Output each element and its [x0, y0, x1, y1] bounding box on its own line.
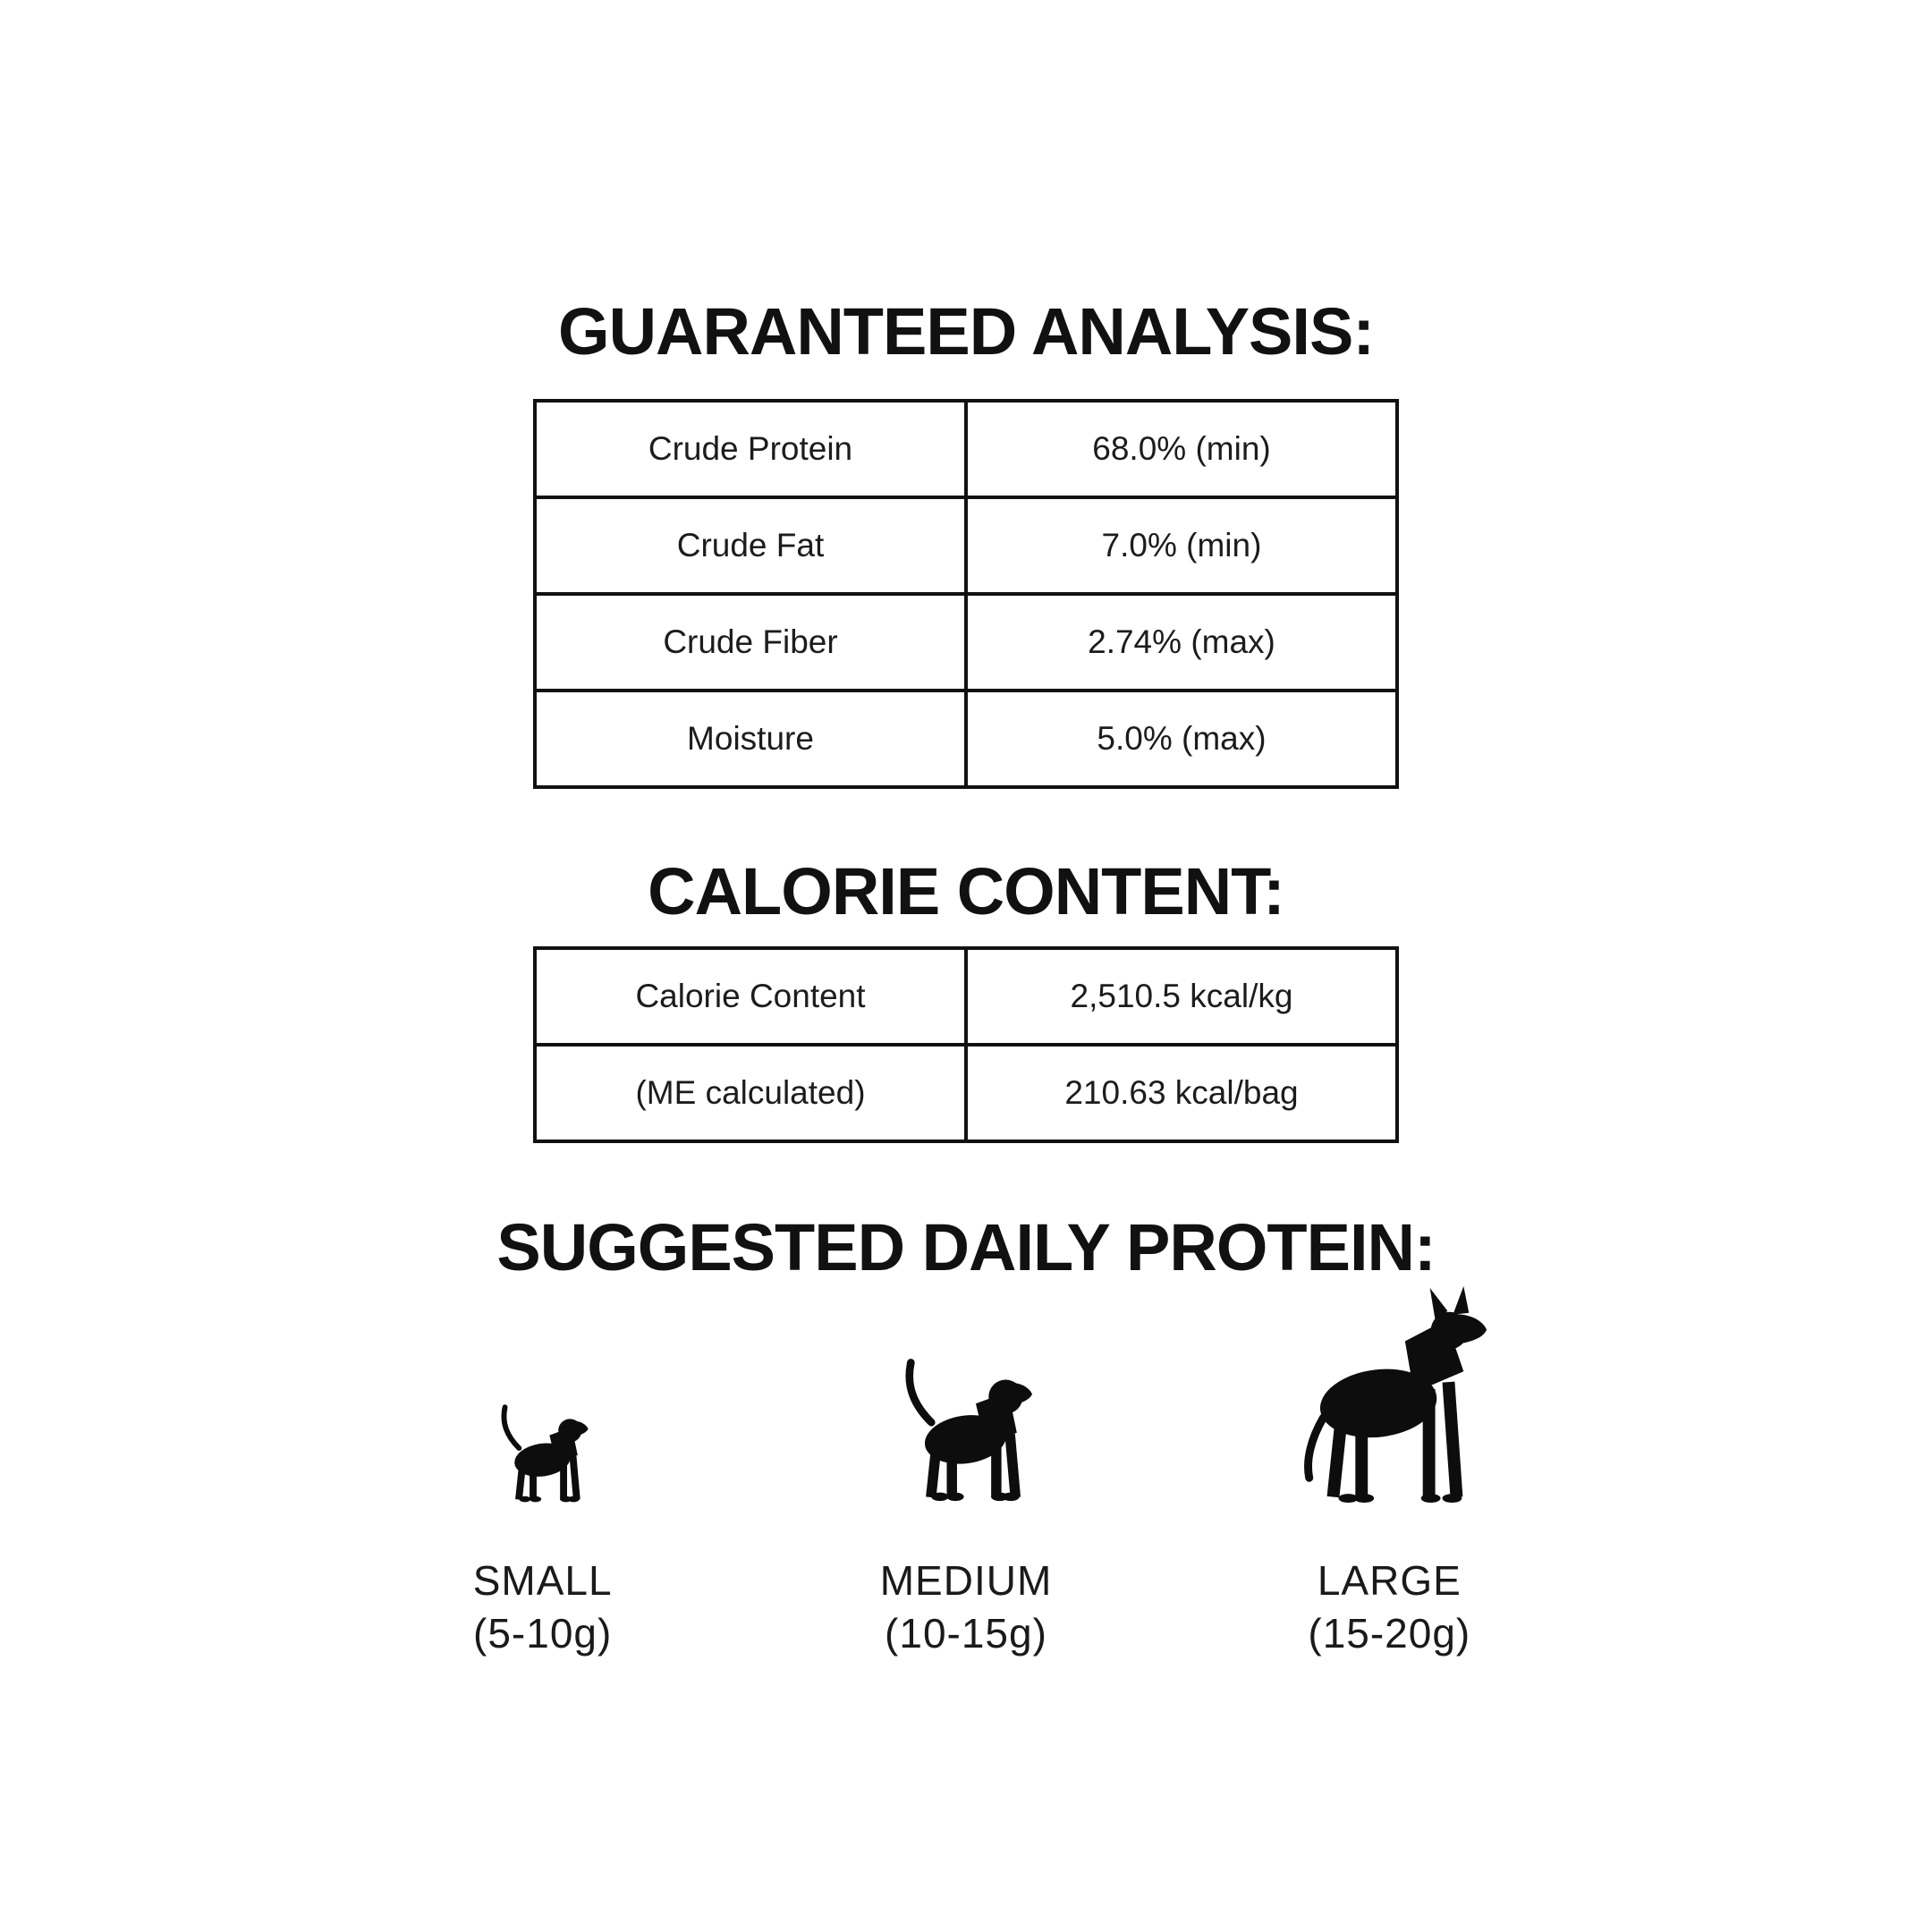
- analysis-row-value: 68.0% (min): [966, 401, 1397, 497]
- table-row: [535, 497, 1397, 594]
- size-amount: (15-20g): [1308, 1610, 1471, 1657]
- analysis-row-value: 7.0% (min): [966, 497, 1397, 594]
- size-name: LARGE: [1317, 1557, 1462, 1604]
- size-name: MEDIUM: [879, 1557, 1053, 1604]
- table-row: [535, 401, 1397, 497]
- calorie-row-label: (ME calculated): [535, 1045, 966, 1141]
- table-row: [535, 1045, 1397, 1141]
- calorie-content-table: [533, 946, 1399, 1143]
- medium-dog-icon: [880, 1351, 1051, 1504]
- size-amount: (10-15g): [885, 1610, 1047, 1657]
- analysis-row-label: Crude Fiber: [535, 594, 966, 691]
- large-size-label: [1308, 1555, 1470, 1660]
- table-row: [535, 691, 1397, 787]
- analysis-row-label: Crude Fat: [535, 497, 966, 594]
- medium-size-label: [880, 1555, 1053, 1660]
- table-row: [535, 948, 1397, 1045]
- suggested-daily-protein-title: SUGGESTED DAILY PROTEIN:: [496, 1210, 1436, 1284]
- large-dog-box: [1265, 1283, 1513, 1504]
- size-amount: (5-10g): [473, 1610, 613, 1657]
- dog-size-small: [331, 1283, 754, 1660]
- analysis-row-value: 5.0% (max): [966, 691, 1397, 787]
- analysis-row-value: 2.74% (max): [966, 594, 1397, 691]
- calorie-row-value: 210.63 kcal/bag: [966, 1045, 1397, 1141]
- small-dog-icon: [484, 1399, 601, 1504]
- size-name: SMALL: [472, 1557, 613, 1604]
- dog-size-guide: [331, 1283, 1601, 1660]
- dog-size-large: [1178, 1283, 1601, 1660]
- analysis-row-label: Crude Protein: [535, 401, 966, 497]
- table-row: [535, 594, 1397, 691]
- large-dog-icon: [1265, 1283, 1513, 1504]
- calorie-row-value: 2,510.5 kcal/kg: [966, 948, 1397, 1045]
- calorie-row-label: Calorie Content: [535, 948, 966, 1045]
- small-size-label: [473, 1555, 613, 1660]
- calorie-content-title: CALORIE CONTENT:: [648, 854, 1284, 928]
- dog-size-medium: [754, 1283, 1177, 1660]
- guaranteed-analysis-table: [533, 399, 1399, 789]
- guaranteed-analysis-title: GUARANTEED ANALYSIS:: [558, 294, 1374, 369]
- analysis-row-label: Moisture: [535, 691, 966, 787]
- small-dog-box: [484, 1283, 601, 1504]
- medium-dog-box: [880, 1283, 1051, 1504]
